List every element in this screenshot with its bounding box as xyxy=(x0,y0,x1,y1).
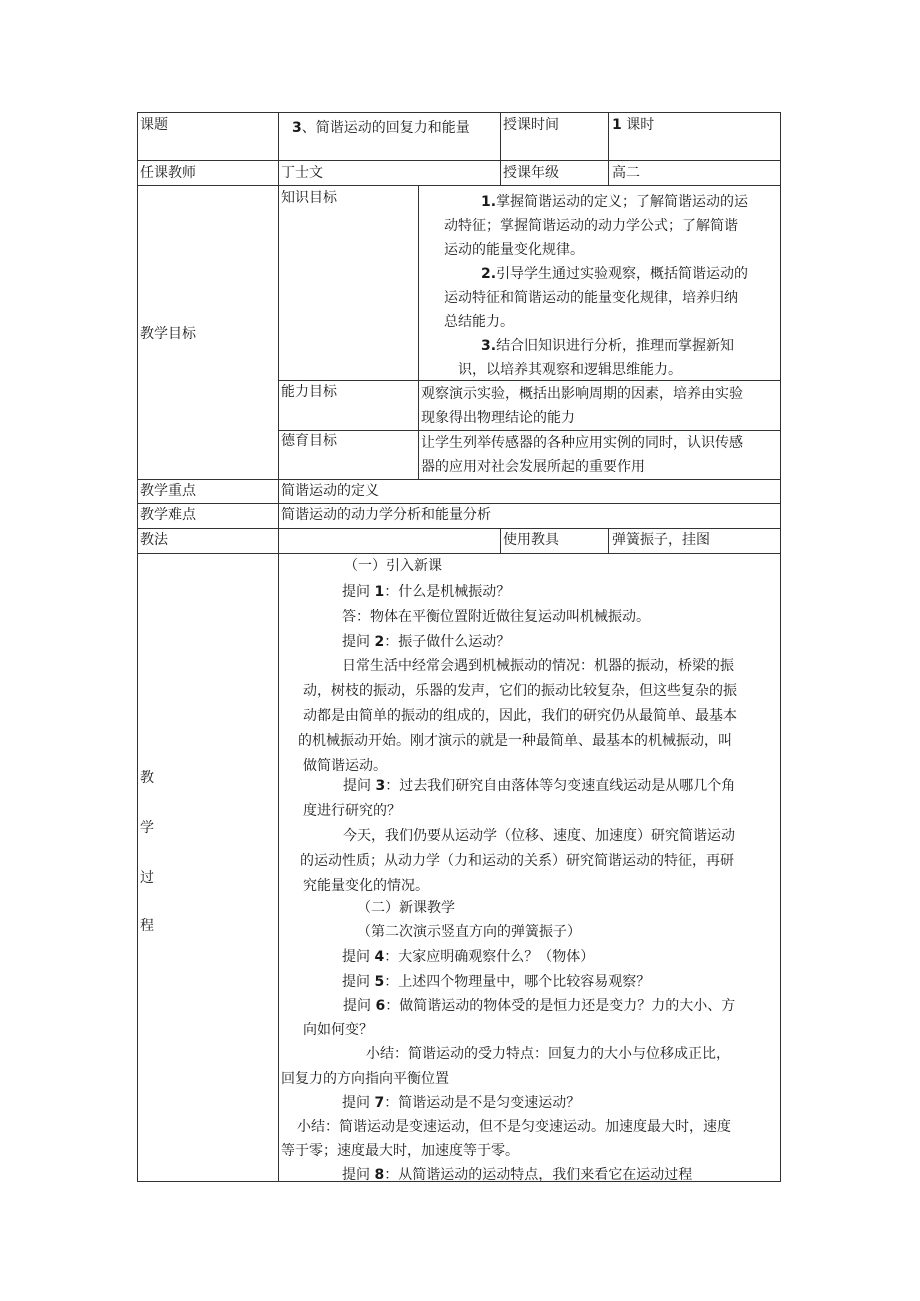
question-number: 6 xyxy=(375,998,386,1014)
objectives-label: 教学目标 xyxy=(140,326,196,342)
row-divider xyxy=(137,185,780,186)
column-divider xyxy=(418,185,419,480)
time-label: 授课时间 xyxy=(503,117,559,133)
time-number: 1 xyxy=(612,117,622,133)
paragraph-line: 动，树枝的振动，乐器的发声，它们的振动比较复杂，但这些复杂的振 xyxy=(303,683,737,699)
moral-line: 让学生列举传感器的各种应用实例的同时，认识传感 xyxy=(421,435,743,451)
ability-line: 现象得出物理结论的能力 xyxy=(421,410,575,426)
teacher-label: 任课教师 xyxy=(140,165,196,181)
column-divider xyxy=(608,112,609,186)
row-divider xyxy=(137,528,780,529)
subject-title xyxy=(292,118,470,138)
question-continuation: 度进行研究的？ xyxy=(303,803,401,819)
table-border-left xyxy=(137,112,138,1182)
question-text: ：什么是机械振动？ xyxy=(384,584,511,600)
paragraph-line: 今天，我们仍要从运动学（位移、速度、加速度）研究简谐运动 xyxy=(343,828,735,844)
teacher-name: 丁士文 xyxy=(281,165,323,181)
column-divider xyxy=(500,528,501,554)
knowledge-item-1 xyxy=(444,190,748,214)
question-number: 3 xyxy=(375,778,386,794)
paragraph-line: 的机械振动开始。刚才演示的就是一种最简单、最基本的机械振动，叫 xyxy=(298,733,732,749)
question-number: 4 xyxy=(374,949,385,965)
subject-text: 、简谐运动的回复力和能量 xyxy=(301,120,470,136)
column-divider xyxy=(278,112,279,1182)
section-heading: （一）引入新课 xyxy=(344,558,442,574)
column-divider xyxy=(500,112,501,186)
question-number: 8 xyxy=(374,1167,385,1183)
knowledge-item-3-number: 3. xyxy=(481,338,497,354)
moral-goal-text xyxy=(421,431,743,479)
question xyxy=(342,1165,692,1185)
question-text: ：振子做什么运动？ xyxy=(384,634,511,650)
row-divider xyxy=(137,479,780,480)
question-prefix: 提问 xyxy=(343,998,376,1014)
knowledge-line: 动特征；掌握简谐运动的动力学公式；了解简谐 xyxy=(444,218,738,234)
question-prefix: 提问 xyxy=(343,778,376,794)
table-border-top xyxy=(137,112,780,113)
knowledge-line: 识，以培养其观察和逻辑思维能力。 xyxy=(458,362,682,378)
question-number: 7 xyxy=(374,1095,385,1111)
question xyxy=(342,582,510,602)
summary: 等于零；速度最大时，加速度等于零。 xyxy=(281,1143,519,1159)
knowledge-goal-text xyxy=(444,190,748,382)
knowledge-line: 引导学生通过实验观察，概括简谐运动的 xyxy=(496,266,749,282)
ability-line: 观察演示实验，概括出影响周期的因素，培养由实验 xyxy=(421,386,743,402)
question-prefix: 提问 xyxy=(342,584,375,600)
knowledge-line: 运动特征和简谐运动的能量变化规律，培养归纳 xyxy=(444,290,738,306)
moral-goal-label: 德育目标 xyxy=(281,433,337,449)
time-unit: 课时 xyxy=(621,117,655,133)
summary: 回复力的方向指向平衡位置 xyxy=(281,1071,449,1087)
question xyxy=(342,947,594,967)
demo-note: （第二次演示竖直方向的弹簧振子） xyxy=(357,924,581,940)
difficulty-label: 教学难点 xyxy=(140,507,196,523)
knowledge-line: 总结能力。 xyxy=(444,314,514,330)
subject-label: 课题 xyxy=(140,117,168,133)
process-label-char: 教 xyxy=(140,770,154,786)
question xyxy=(343,996,735,1016)
knowledge-item-3 xyxy=(444,334,748,358)
process-label-char: 过 xyxy=(140,870,154,886)
question xyxy=(342,972,650,992)
paragraph-line: 究能量变化的情况。 xyxy=(303,878,429,894)
knowledge-item-2-number: 2. xyxy=(481,266,497,282)
process-label-char: 程 xyxy=(140,918,154,934)
knowledge-line: 运动的能量变化规律。 xyxy=(444,242,584,258)
ability-goal-label: 能力目标 xyxy=(281,384,337,400)
focus-value: 简谐运动的定义 xyxy=(281,483,379,499)
knowledge-line: 掌握简谐运动的定义；了解简谐运动的运 xyxy=(496,194,749,210)
question-prefix: 提问 xyxy=(342,949,375,965)
knowledge-item-1-number: 1. xyxy=(481,194,497,210)
knowledge-goal-label: 知识目标 xyxy=(281,190,337,206)
question-text: ：大家应明确观察什么？（物体） xyxy=(384,949,595,965)
question-prefix: 提问 xyxy=(342,1167,375,1183)
knowledge-line: 结合旧知识进行分析，推理而掌握新知 xyxy=(496,338,735,354)
method-label: 教法 xyxy=(140,532,168,548)
question-text: ：简谐运动是不是匀变速运动？ xyxy=(384,1095,581,1111)
paragraph-mechanical-vibration xyxy=(300,654,737,779)
paragraph-today xyxy=(300,824,735,899)
question-prefix: 提问 xyxy=(342,1095,375,1111)
question-number: 5 xyxy=(374,974,385,990)
question-text: ：过去我们研究自由落体等匀变速直线运动是从哪几个角 xyxy=(385,778,736,794)
paragraph-line: 日常生活中经常会遇到机械振动的情况：机器的振动，桥梁的振 xyxy=(342,658,734,674)
moral-line: 器的应用对社会发展所起的重要作用 xyxy=(421,459,645,475)
ability-goal-text xyxy=(421,382,743,430)
question xyxy=(342,1093,580,1113)
grade-value: 高二 xyxy=(612,165,640,181)
paragraph-line: 的运动性质；从动力学（力和运动的关系）研究简谐运动的特征，再研 xyxy=(300,853,734,869)
question-continuation: 向如何变？ xyxy=(303,1022,373,1038)
column-divider xyxy=(608,528,609,554)
question-number: 1 xyxy=(374,584,385,600)
question-prefix: 提问 xyxy=(342,974,375,990)
knowledge-item-2 xyxy=(444,262,748,286)
row-divider xyxy=(137,553,780,554)
grade-label: 授课年级 xyxy=(503,165,559,181)
table-border-right xyxy=(780,112,781,1182)
question-prefix: 提问 xyxy=(342,634,375,650)
process-label-char: 学 xyxy=(140,820,154,836)
row-divider xyxy=(137,160,780,161)
question xyxy=(342,632,510,652)
section-heading: （二）新课教学 xyxy=(357,900,455,916)
question-text: ：从简谐运动的运动特点，我们来看它在运动过程 xyxy=(384,1167,693,1183)
answer: 答：物体在平衡位置附近做往复运动叫机械振动。 xyxy=(342,609,650,625)
tools-label: 使用教具 xyxy=(503,532,559,548)
question xyxy=(343,776,735,796)
focus-label: 教学重点 xyxy=(140,483,196,499)
row-divider xyxy=(137,503,780,504)
question-number: 2 xyxy=(374,634,385,650)
summary: 小结：简谐运动是变速运动，但不是匀变速运动。加速度最大时，速度 xyxy=(297,1119,731,1135)
paragraph-line: 做简谐运动。 xyxy=(303,758,387,774)
tools-value: 弹簧振子，挂图 xyxy=(612,532,710,548)
paragraph-line: 动都是由简单的振动的组成的，因此，我们的研究仍从最简单、最基本 xyxy=(303,708,737,724)
question-text: ：做简谐运动的物体受的是恒力还是变力？力的大小、方 xyxy=(385,998,736,1014)
question-text: ：上述四个物理量中，哪个比较容易观察？ xyxy=(384,974,651,990)
summary: 小结：简谐运动的受力特点：回复力的大小与位移成正比， xyxy=(366,1046,730,1062)
time-value xyxy=(612,115,654,135)
subject-number: 3 xyxy=(292,120,302,136)
difficulty-value: 简谐运动的动力学分析和能量分析 xyxy=(281,507,491,523)
